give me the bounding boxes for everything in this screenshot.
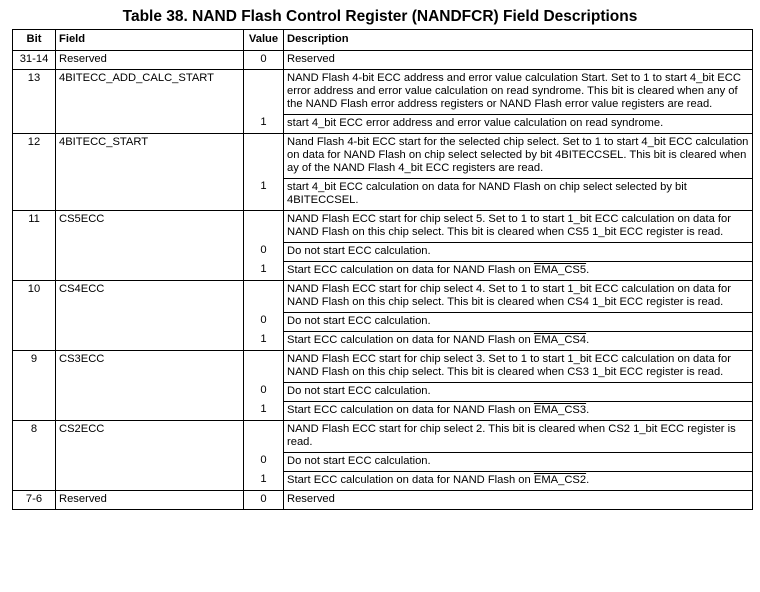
table-row (13, 51, 753, 70)
description-text: Reserved (287, 53, 335, 65)
description-text: Do not start ECC calculation. (287, 245, 431, 257)
table-row (13, 351, 753, 421)
header-bit: Bit (13, 30, 56, 51)
value-entry: 0 (260, 384, 267, 396)
field-cell: Reserved (56, 491, 244, 510)
header-description: Description (284, 30, 753, 51)
description-cell (284, 421, 753, 491)
bit-cell: 11 (13, 211, 56, 281)
field-cell: CS5ECC (56, 211, 244, 281)
value-cell (244, 70, 284, 134)
description-suffix: . (586, 264, 590, 276)
value-entry: 1 (260, 473, 267, 485)
description-entry (284, 331, 752, 350)
value-entry: 0 (260, 314, 267, 326)
description-cell (284, 351, 753, 421)
value-entry: 1 (260, 333, 267, 345)
description-entry (284, 134, 752, 178)
value-cell (244, 351, 284, 421)
description-entry (284, 261, 752, 280)
description-text: Start ECC calculation on data for NAND Flash on (287, 474, 534, 486)
value-entry: 1 (260, 403, 267, 415)
table-row (13, 281, 753, 351)
description-cell (284, 491, 753, 510)
description-cell (284, 70, 753, 134)
value-entry: 0 (260, 53, 267, 65)
description-entry (284, 382, 752, 401)
table-body (13, 51, 753, 510)
description-text: NAND Flash ECC start for chip select 5. Set to 1 to start 1_bit ECC calculation on data for NAND Flash on this chip select. This bit is cleared when CS5 1_bit ECC register is read. (287, 213, 731, 238)
table-row (13, 211, 753, 281)
table-row (13, 70, 753, 134)
value-entry (244, 281, 283, 312)
bit-cell: 8 (13, 421, 56, 491)
value-cell (244, 134, 284, 211)
description-entry (284, 351, 752, 382)
value-entry (244, 421, 283, 452)
description-text: Start ECC calculation on data for NAND Flash on (287, 334, 534, 346)
description-entry (284, 211, 752, 242)
field-cell: 4BITECC_START (56, 134, 244, 211)
active-low-signal-name: EMA_CS3 (533, 404, 587, 416)
table-row (13, 421, 753, 491)
description-cell (284, 211, 753, 281)
description-entry (284, 242, 752, 261)
value-cell (244, 491, 284, 510)
value-entry (244, 211, 283, 242)
description-text: Start ECC calculation on data for NAND Flash on (287, 264, 534, 276)
description-text: Nand Flash 4-bit ECC start for the selected chip select. Set to 1 to start 4_bit ECC calculation on data for NAND Flash on chip select selected by bit 4BITECCSEL. This bit is cleared when ay of the NAND Flash 4_bit ECC registers are read. (287, 136, 749, 174)
value-entry: 1 (260, 180, 267, 192)
field-descriptions-table (12, 29, 753, 510)
description-text: Do not start ECC calculation. (287, 385, 431, 397)
active-low-signal-name: EMA_CS5 (533, 264, 587, 276)
field-cell: CS3ECC (56, 351, 244, 421)
description-entry (284, 452, 752, 471)
description-entry (284, 491, 752, 509)
description-text: NAND Flash ECC start for chip select 3. Set to 1 to start 1_bit ECC calculation on data for NAND Flash on this chip select. This bit is cleared when CS3 1_bit ECC register is read. (287, 353, 731, 378)
field-cell: CS2ECC (56, 421, 244, 491)
description-entry (284, 51, 752, 69)
description-suffix: . (586, 334, 590, 346)
table-row (13, 134, 753, 211)
value-entry: 0 (260, 454, 267, 466)
description-cell (284, 51, 753, 70)
description-suffix: . (586, 474, 590, 486)
bit-cell: 12 (13, 134, 56, 211)
table-row (13, 491, 753, 510)
description-text: Do not start ECC calculation. (287, 455, 431, 467)
value-entry: 1 (260, 263, 267, 275)
value-cell (244, 51, 284, 70)
description-entry (284, 281, 752, 312)
bit-cell: 13 (13, 70, 56, 134)
value-cell (244, 211, 284, 281)
description-entry (284, 471, 752, 490)
header-field: Field (56, 30, 244, 51)
bit-cell: 7-6 (13, 491, 56, 510)
description-entry (284, 421, 752, 452)
header-row (13, 30, 753, 51)
description-entry (284, 178, 752, 210)
value-entry (244, 351, 283, 382)
description-cell (284, 134, 753, 211)
description-text: NAND Flash ECC start for chip select 4. Set to 1 to start 1_bit ECC calculation on data for NAND Flash on this chip select. This bit is cleared when CS4 1_bit ECC register is read. (287, 283, 731, 308)
description-entry (284, 401, 752, 420)
bit-cell: 9 (13, 351, 56, 421)
bit-cell: 31-14 (13, 51, 56, 70)
description-text: NAND Flash ECC start for chip select 2. This bit is cleared when CS2 1_bit ECC register is read. (287, 423, 736, 448)
description-suffix: . (586, 404, 590, 416)
description-text: Start ECC calculation on data for NAND Flash on (287, 404, 534, 416)
field-cell: CS4ECC (56, 281, 244, 351)
value-entry: 1 (260, 116, 267, 128)
description-text: NAND Flash 4-bit ECC address and error value calculation Start. Set to 1 to start 4_bit ECC error address and error value calculation on read syndrome. This bit is cleared when any of the NAND Flash error address registers or NAND Flash error value registers are read. (287, 72, 741, 110)
value-entry (244, 70, 283, 114)
value-entry: 0 (260, 493, 267, 505)
active-low-signal-name: EMA_CS4 (533, 334, 587, 346)
description-entry (284, 312, 752, 331)
field-cell: Reserved (56, 51, 244, 70)
value-cell (244, 421, 284, 491)
value-entry: 0 (260, 244, 267, 256)
description-text: Reserved (287, 493, 335, 505)
value-cell (244, 281, 284, 351)
description-text: start 4_bit ECC calculation on data for NAND Flash on chip select selected by bit 4BITECCSEL. (287, 181, 687, 206)
value-entry (244, 134, 283, 178)
description-entry (284, 70, 752, 114)
header-value: Value (244, 30, 284, 51)
table-title: Table 38. NAND Flash Control Register (NANDFCR) Field Descriptions (122, 8, 638, 25)
description-cell (284, 281, 753, 351)
description-text: start 4_bit ECC error address and error value calculation on read syndrome. (287, 117, 664, 129)
bit-cell: 10 (13, 281, 56, 351)
active-low-signal-name: EMA_CS2 (533, 474, 587, 486)
description-text: Do not start ECC calculation. (287, 315, 431, 327)
description-entry (284, 114, 752, 133)
field-cell: 4BITECC_ADD_CALC_START (56, 70, 244, 134)
